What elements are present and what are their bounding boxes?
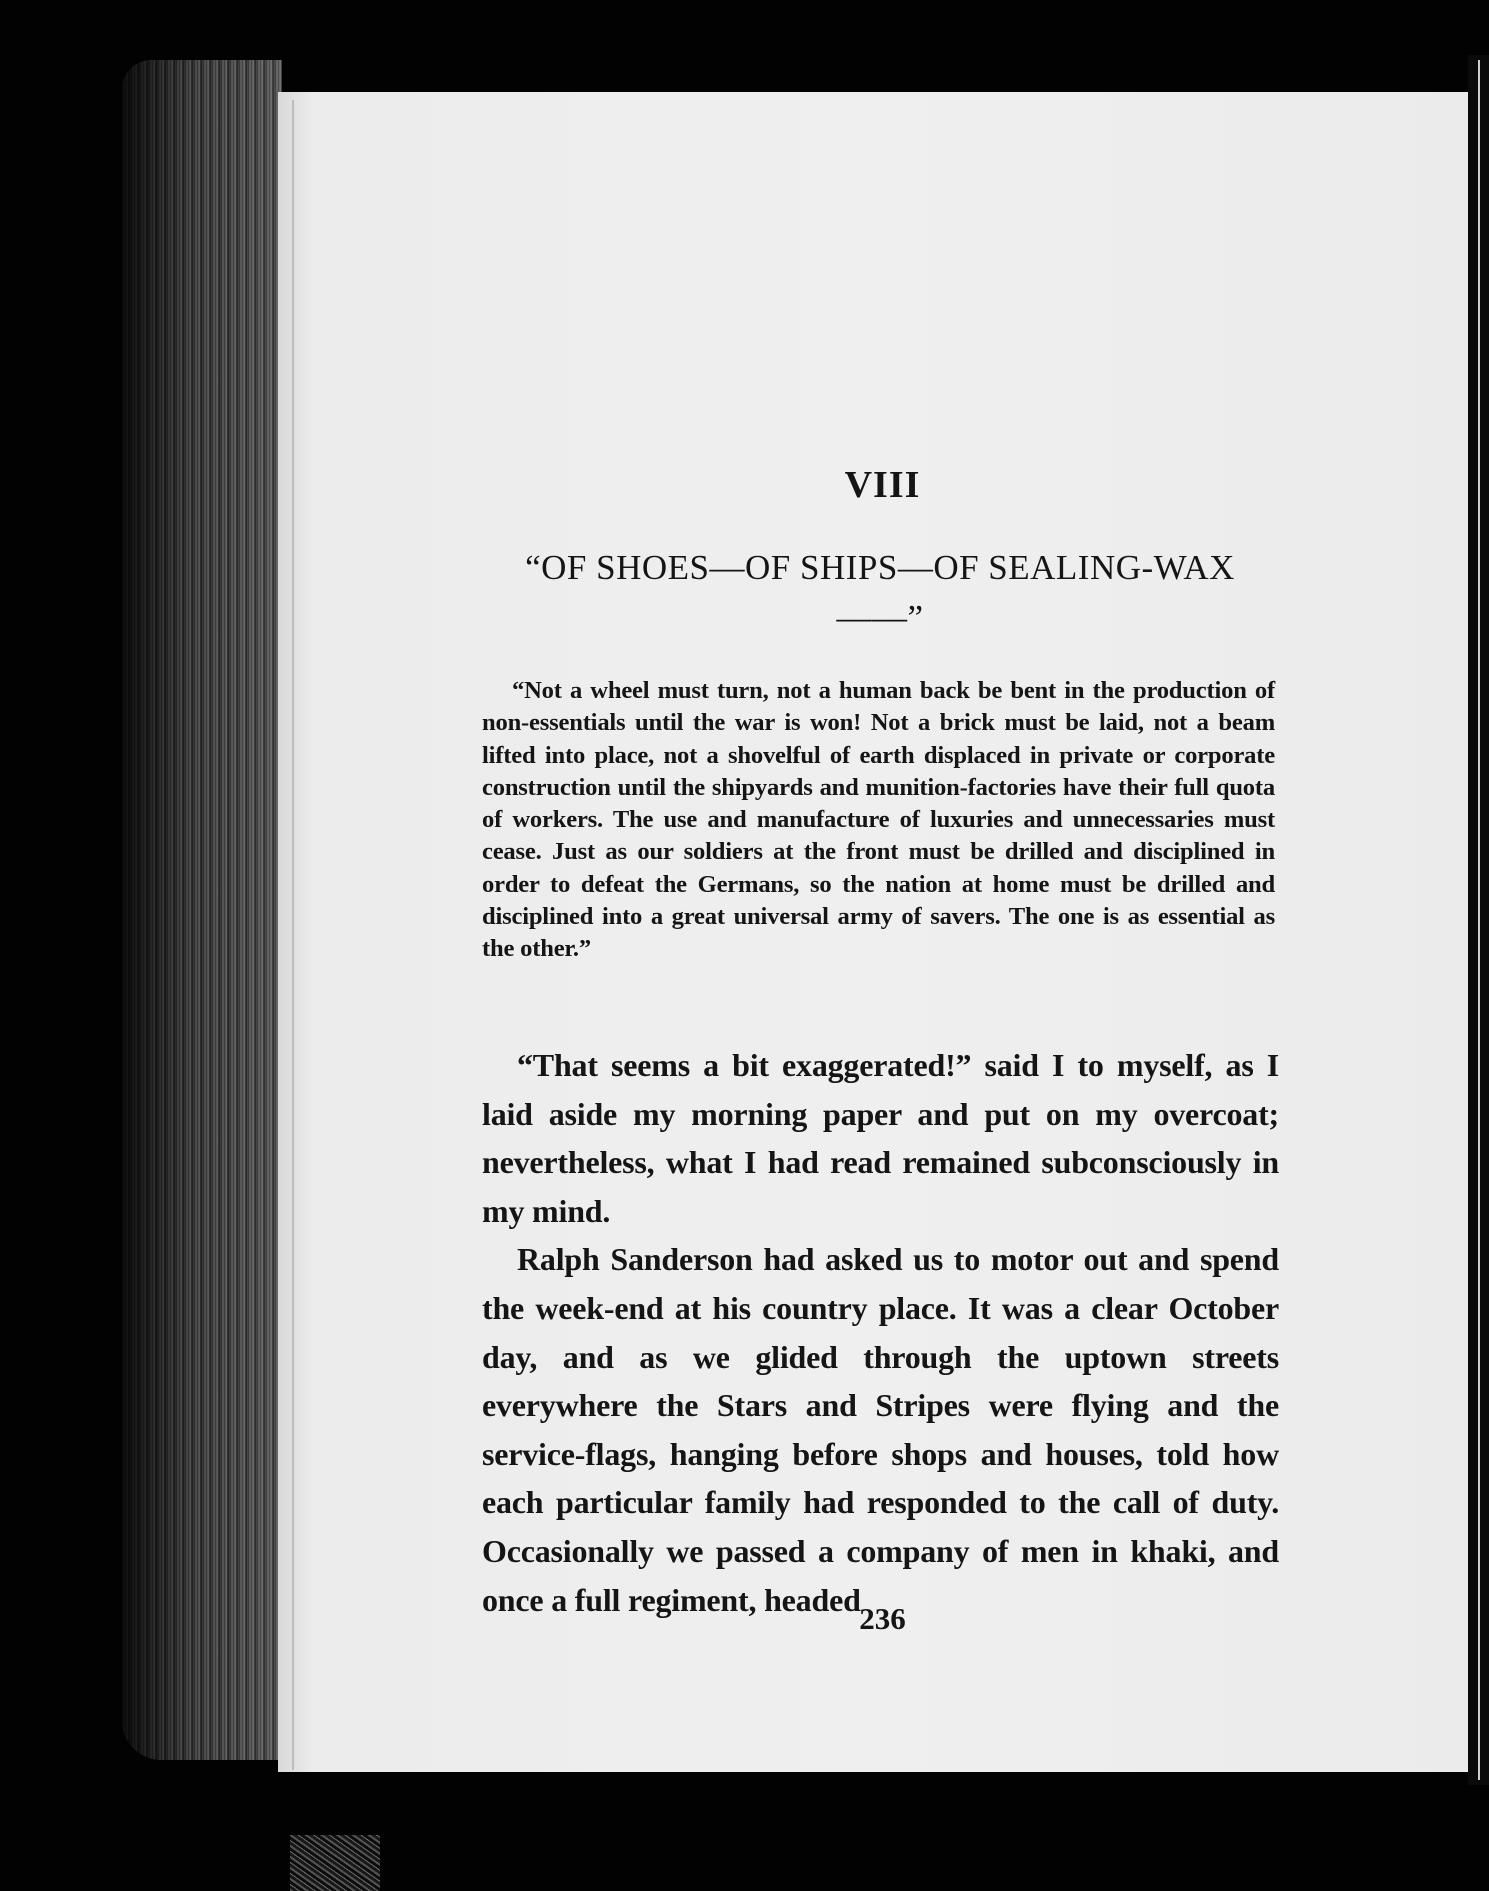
page-gutter-line [292,100,294,1770]
chapter-number: VIII [844,464,921,506]
chapter-title: “OF SHOES—OF SHIPS—OF SEALING-WAX——” [525,548,1235,637]
page-edges-shadow [122,60,282,1760]
body-text [482,1041,1279,1624]
body-paragraph-1: “That seems a bit exaggerated!” said I to myself, as I laid aside my morning paper and put on my overcoat; nevertheless, what I had read remained subconsciously in my mind. [482,1047,1279,1229]
book-cover-texture [290,1835,380,1891]
facing-page-edge-line [1478,60,1480,1780]
page-number: 236 [859,1601,906,1636]
epigraph-quote [482,675,1275,966]
epigraph-paragraph: “Not a wheel must turn, not a human back be bent in the production of non-essentials until the war is won! Not a brick must be laid, not a beam lifted into place, not a shovelful of earth displaced in private or corporate construction until the shipyards and munition-factories have their full quota of workers. The use and manufacture of luxuries and unnecessaries must cease. Just as our soldiers at the front must be drilled and disciplined in order to defeat the Germans, so the nation at home must be drilled and disciplined into a great universal army of savers. The one is as essential as the other.” [482,677,1275,963]
body-paragraph-2: Ralph Sanderson had asked us to motor out and spend the week-end at his country place. It was a clear October day, and as we glided through the uptown streets everywhere the Stars and Stripes were flying and the service-flags, hanging before shops and houses, told how each particular family had responded to the call of duty. Occasionally we passed a company of men in khaki, and once a full regiment, headed [482,1241,1279,1618]
